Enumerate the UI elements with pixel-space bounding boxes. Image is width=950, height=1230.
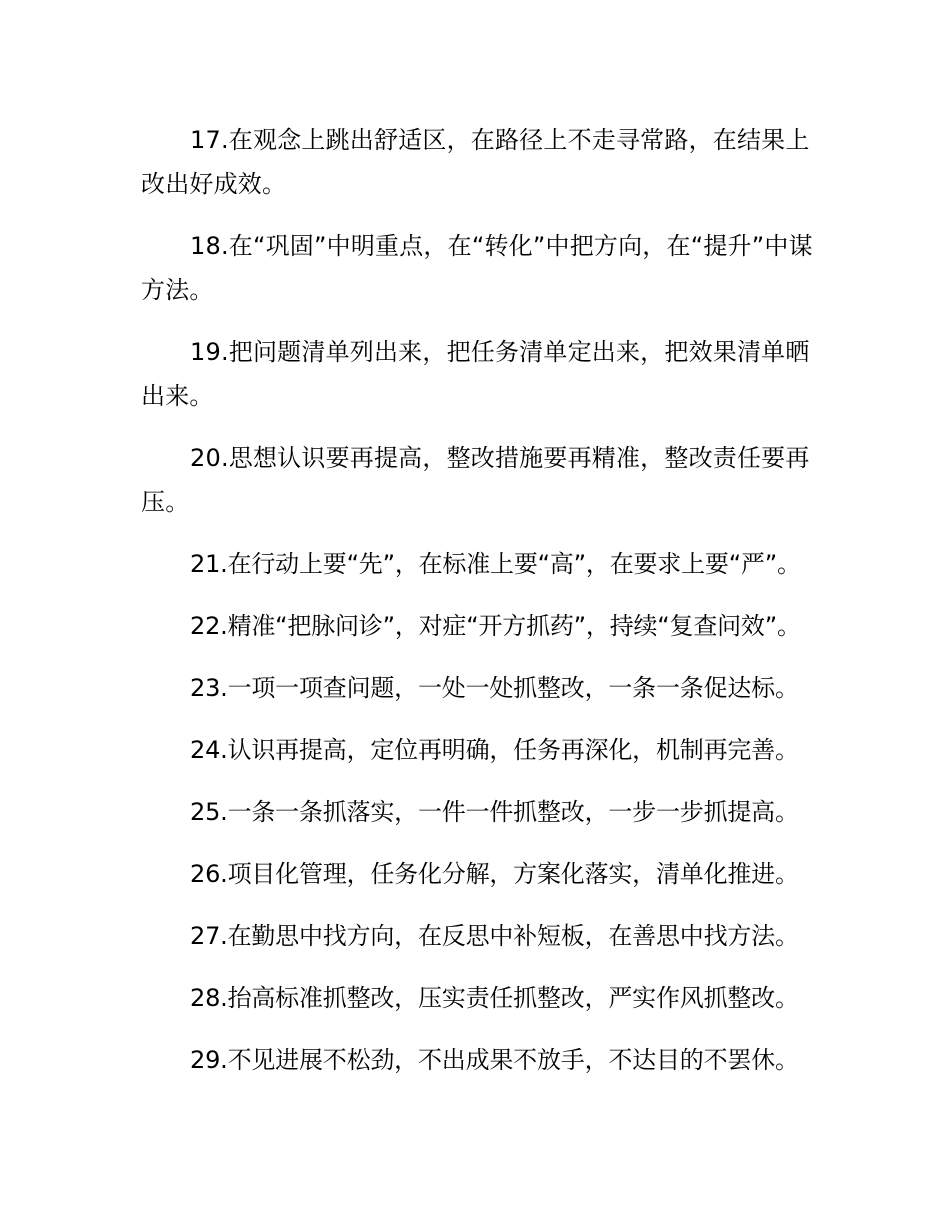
paragraph-25: 25.一条一条抓落实，一件一件抓整改，一步一步抓提高。 [190,798,799,826]
paragraph-26: 26.项目化管理，任务化分解，方案化落实，清单化推进。 [190,860,799,888]
document-body [141,118,813,1100]
paragraph-29: 29.不见进展不松劲，不出成果不放手，不达目的不罢休。 [190,1046,799,1074]
paragraph-22: 22.精准“把脉问诊”，对症“开方抓药”，持续“复查问效”。 [190,612,801,640]
paragraph-21: 21.在行动上要“先”，在标准上要“高”，在要求上要“严”。 [190,550,801,578]
paragraph-17: 17.在观念上跳出舒适区，在路径上不走寻常路，在结果上改出好成效。 [141,126,810,198]
paragraph-28: 28.抬高标准抓整改，压实责任抓整改，严实作风抓整改。 [190,984,799,1012]
paragraph-27: 27.在勤思中找方向，在反思中补短板，在善思中找方法。 [190,922,799,950]
paragraph-18: 18.在“巩固”中明重点，在“转化”中把方向，在“提升”中谋方法。 [141,232,813,304]
paragraph-19: 19.把问题清单列出来，把任务清单定出来，把效果清单晒出来。 [141,338,810,410]
paragraph-23: 23.一项一项查问题，一处一处抓整改，一条一条促达标。 [190,674,799,702]
paragraph-24: 24.认识再提高，定位再明确，任务再深化，机制再完善。 [190,736,799,764]
paragraph-20: 20.思想认识要再提高，整改措施要再精准，整改责任要再压。 [141,444,810,516]
